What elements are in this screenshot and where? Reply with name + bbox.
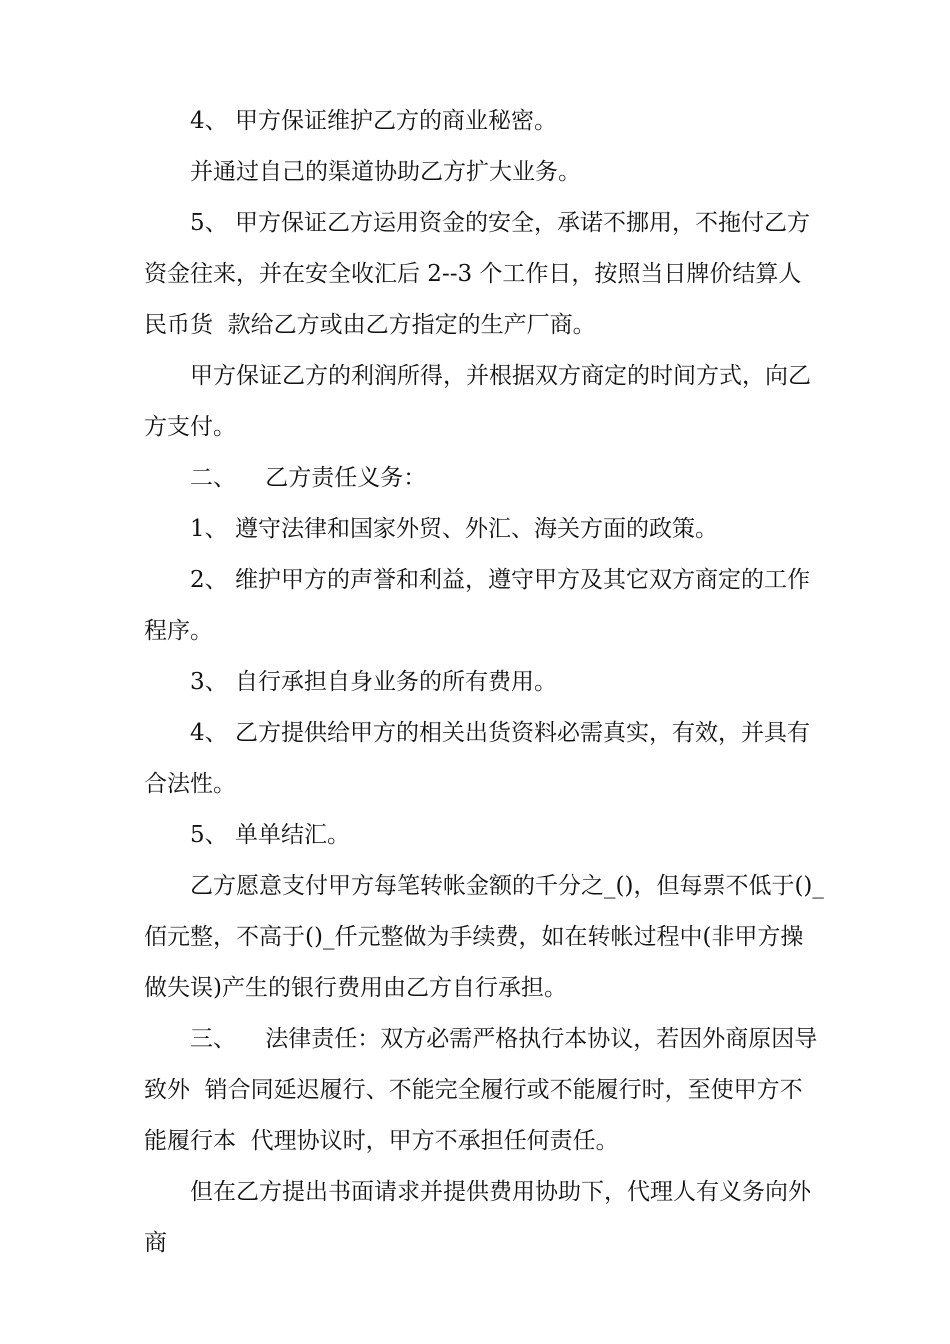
paragraph-maintain-reputation: 2、 维护甲方的声誉和利益，遵守甲方及其它双方商定的工作程序。 bbox=[144, 567, 810, 644]
paragraph-handling-fee: 乙方愿意支付甲方每笔转帐金额的千分之_()，但每票不低于()_佰元整，不高于()_仟元整做为手续费，如在转帐过程中(非甲方操做失误)产生的银行费用由乙方自行承担。 bbox=[144, 873, 824, 1001]
paragraph-comply-with-law: 1、 遵守法律和国家外贸、外汇、海关方面的政策。 bbox=[190, 516, 718, 542]
document-body bbox=[144, 96, 824, 1269]
paragraph-guarantee-confidentiality: 4、 甲方保证维护乙方的商业秘密。 bbox=[190, 108, 557, 134]
paragraph-shipping-documents: 4、 乙方提供给甲方的相关出货资料必需真实，有效，并具有合法性。 bbox=[144, 720, 810, 797]
section-heading-legal-liability: 三、 法律责任：双方必需严格执行本协议，若因外商原因导致外 销合同延迟履行、不能完全履行或不能履行时，至使甲方不能履行本 代理协议时，甲方不承担任何责任。 bbox=[144, 1026, 818, 1154]
paragraph-written-request: 但在乙方提出书面请求并提供费用协助下，代理人有义务向外商 bbox=[144, 1179, 811, 1256]
section-heading-party-b-duties: 二、 乙方责任义务： bbox=[190, 465, 427, 491]
paragraph-bear-expenses: 3、 自行承担自身业务的所有费用。 bbox=[190, 669, 557, 695]
paragraph-profit-payment: 甲方保证乙方的利润所得，并根据双方商定的时间方式，向乙方支付。 bbox=[144, 363, 811, 440]
paragraph-expand-business: 并通过自己的渠道协助乙方扩大业务。 bbox=[190, 159, 581, 185]
paragraph-settlement: 5、 单单结汇。 bbox=[190, 822, 350, 848]
paragraph-fund-security: 5、 甲方保证乙方运用资金的安全，承诺不挪用，不拖付乙方资金往来，并在安全收汇后 2--3 个工作日，按照当日牌价结算人民币货 款给乙方或由乙方指定的生产厂商。 bbox=[144, 210, 810, 338]
